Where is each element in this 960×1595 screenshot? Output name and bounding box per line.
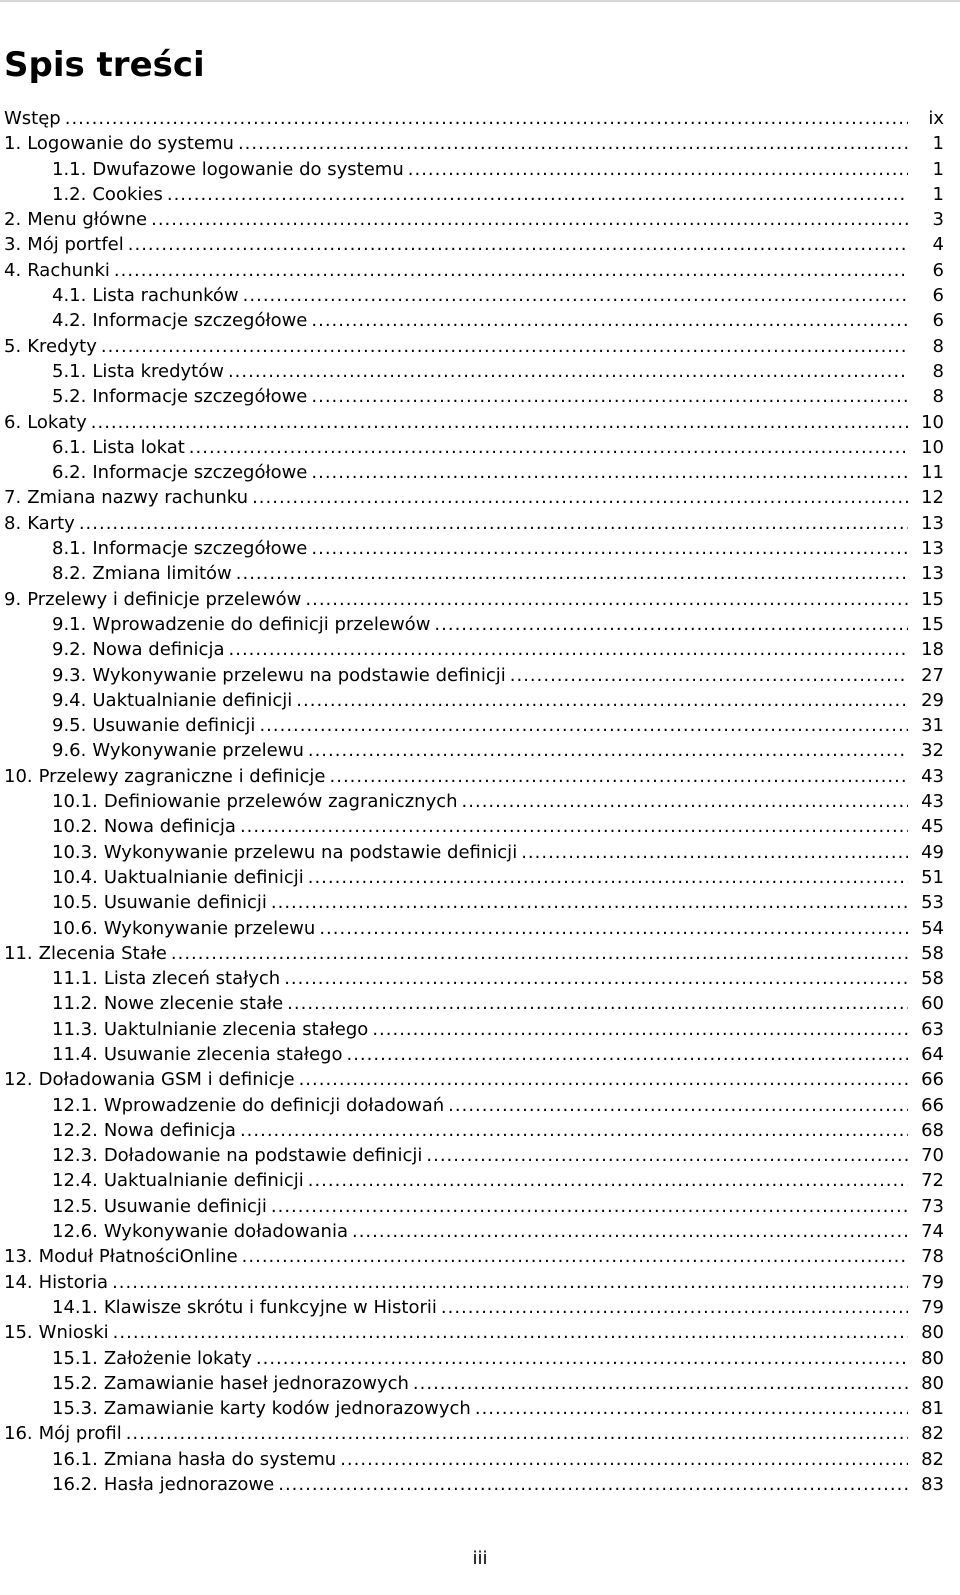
toc-entry-page: 43 — [921, 791, 944, 813]
toc-entry-page: 64 — [921, 1043, 944, 1065]
toc-dot-leader — [475, 1396, 908, 1421]
toc-dot-leader — [271, 890, 908, 915]
toc-entry-label: Wykonywanie przelewu — [103, 917, 316, 939]
toc-dot-leader — [308, 865, 908, 890]
toc-entry-number: 10.1. — [52, 791, 98, 813]
toc-entry-number: 7. — [4, 487, 22, 509]
toc-entry-label: Usuwanie zlecenia stałego — [103, 1043, 343, 1065]
toc-entry[interactable] — [4, 1067, 944, 1092]
toc-entry-number: 4.1. — [52, 285, 87, 307]
toc-entry-page: 31 — [921, 715, 944, 737]
toc-entry-page: 6 — [932, 285, 944, 307]
toc-entry[interactable] — [4, 308, 944, 333]
toc-entry-number: 16.2. — [52, 1474, 98, 1496]
toc-entry-label: Zmiana limitów — [92, 563, 232, 585]
toc-entry-number: 5. — [4, 335, 22, 357]
toc-entry-page: 78 — [921, 1246, 944, 1268]
toc-entry-page: 4 — [932, 234, 944, 256]
toc-entry[interactable] — [4, 637, 944, 662]
toc-entry-label: Usuwanie definicji — [92, 715, 256, 737]
toc-entry[interactable] — [4, 764, 944, 789]
toc-entry-label: Zmiana nazwy rachunku — [27, 487, 249, 509]
toc-entry[interactable] — [4, 1472, 944, 1497]
toc-entry-label: Zamawianie karty kodów jednorazowych — [103, 1398, 471, 1420]
toc-entry-page: 6 — [932, 310, 944, 332]
toc-dot-leader — [308, 738, 908, 763]
toc-entry-page: 1 — [932, 133, 944, 155]
toc-entry-label: Nowe zlecenie stałe — [103, 993, 284, 1015]
toc-dot-leader — [256, 1346, 908, 1371]
toc-dot-leader — [79, 511, 908, 536]
toc-entry-page: 3 — [932, 209, 944, 231]
toc-entry[interactable] — [4, 106, 944, 131]
toc-entry-number: 9.6. — [52, 740, 87, 762]
toc-dot-leader — [346, 1042, 908, 1067]
toc-entry-label: Lista zleceń stałych — [103, 968, 281, 990]
toc-entry-label: Rachunki — [27, 259, 110, 281]
toc-entry-label: Definiowanie przelewów zagranicznych — [103, 791, 458, 813]
toc-entry-number: 12.4. — [52, 1170, 98, 1192]
toc-entry-number: 2. — [4, 209, 22, 231]
toc-entry-page: 53 — [921, 892, 944, 914]
toc-entry-number: 11.1. — [52, 968, 98, 990]
toc-dot-leader — [311, 460, 908, 485]
toc-entry[interactable] — [4, 283, 944, 308]
toc-entry-page: 80 — [921, 1372, 944, 1394]
toc-entry[interactable] — [4, 991, 944, 1016]
toc-entry-label: Usuwanie definicji — [103, 892, 267, 914]
toc-entry-label: Mój profil — [38, 1423, 122, 1445]
toc-entry-page: 10 — [921, 411, 944, 433]
toc-entry-label: Zlecenia Stałe — [38, 942, 167, 964]
toc-entry[interactable] — [4, 232, 944, 257]
toc-entry[interactable] — [4, 1270, 944, 1295]
toc-entry[interactable] — [4, 1421, 944, 1446]
toc-entry-number: 10. — [4, 765, 33, 787]
toc-entry[interactable] — [4, 485, 944, 510]
toc-entry-page: 74 — [921, 1221, 944, 1243]
toc-entry[interactable] — [4, 865, 944, 890]
toc-entry-label: Wykonywanie przelewu — [92, 740, 304, 762]
toc-dot-leader — [413, 1371, 908, 1396]
toc-entry-page: 72 — [921, 1170, 944, 1192]
toc-entry-number: 9.4. — [52, 689, 87, 711]
toc-entry-page: 70 — [921, 1145, 944, 1167]
toc-dot-leader — [448, 1093, 908, 1118]
toc-entry-number: 1.2. — [52, 183, 87, 205]
toc-entry-page: 8 — [932, 386, 944, 408]
toc-entry-label: Usuwanie definicji — [103, 1195, 267, 1217]
toc-entry-page: 79 — [921, 1296, 944, 1318]
toc-entry[interactable] — [4, 435, 944, 460]
toc-entry-number: 15. — [4, 1322, 33, 1344]
toc-dot-leader — [252, 485, 908, 510]
toc-entry-label: Lista lokat — [92, 436, 185, 458]
toc-entry-label: Nowa definicja — [103, 816, 236, 838]
toc-entry-number: 12. — [4, 1069, 33, 1091]
toc-dot-leader — [311, 536, 908, 561]
toc-entry-label: Uaktulnianie zlecenia stałego — [103, 1018, 369, 1040]
toc-entry-page: 43 — [921, 765, 944, 787]
toc-entry-page: 8 — [932, 335, 944, 357]
toc-entry-page: 68 — [921, 1119, 944, 1141]
toc-entry-label: Zamawianie haseł jednorazowych — [103, 1372, 409, 1394]
toc-entry[interactable] — [4, 663, 944, 688]
toc-entry-page: 54 — [921, 917, 944, 939]
toc-entry-number: 9.3. — [52, 664, 87, 686]
toc-entry-label: Informacje szczegółowe — [92, 462, 308, 484]
toc-entry-page: 15 — [921, 613, 944, 635]
toc-entry[interactable] — [4, 410, 944, 435]
toc-entry-number: 15.2. — [52, 1372, 98, 1394]
toc-entry-page: 27 — [921, 664, 944, 686]
toc-entry-number: 14.1. — [52, 1296, 98, 1318]
toc-dot-leader — [113, 1320, 908, 1345]
toc-entry-number: 5.2. — [52, 386, 87, 408]
toc-dot-leader — [352, 1219, 908, 1244]
toc-entry-number: 1.1. — [52, 158, 87, 180]
toc-dot-leader — [319, 916, 908, 941]
toc-entry-page: 6 — [932, 259, 944, 281]
toc-entry[interactable] — [4, 1093, 944, 1118]
toc-entry[interactable] — [4, 1168, 944, 1193]
toc-dot-leader — [243, 283, 908, 308]
toc-entry-page: 60 — [921, 993, 944, 1015]
toc-entry-label: Klawisze skrótu i funkcyjne w Historii — [103, 1296, 437, 1318]
toc-entry-page: 63 — [921, 1018, 944, 1040]
toc-entry-number: 11.2. — [52, 993, 98, 1015]
toc-dot-leader — [128, 232, 908, 257]
toc-entry-label: Nowa definicja — [92, 639, 225, 661]
toc-entry-page: 79 — [921, 1271, 944, 1293]
toc-entry[interactable] — [4, 258, 944, 283]
toc-entry-label: Założenie lokaty — [103, 1347, 252, 1369]
toc-entry-number: 9.2. — [52, 639, 87, 661]
toc-entry-page: 1 — [932, 183, 944, 205]
toc-entry-page: 82 — [921, 1423, 944, 1445]
toc-entry-page: 58 — [921, 942, 944, 964]
toc-entry-number: 14. — [4, 1271, 33, 1293]
toc-dot-leader — [308, 1168, 908, 1193]
toc-entry-page: 11 — [921, 462, 944, 484]
toc-entry[interactable] — [4, 1143, 944, 1168]
toc-dot-leader — [330, 764, 908, 789]
toc-entry-label: Logowanie do systemu — [27, 133, 234, 155]
toc-entry[interactable] — [4, 359, 944, 384]
toc-entry[interactable] — [4, 536, 944, 561]
toc-entry-number: 15.3. — [52, 1398, 98, 1420]
toc-entry-label: Uaktualnianie definicji — [103, 1170, 304, 1192]
toc-dot-leader — [167, 182, 908, 207]
toc-entry-label: Lista rachunków — [92, 285, 239, 307]
toc-entry-label: Lista kredytów — [92, 360, 224, 382]
toc-entry[interactable] — [4, 207, 944, 232]
toc-entry-label: Wstęp — [4, 108, 61, 129]
toc-dot-leader — [521, 840, 908, 865]
toc-entry[interactable] — [4, 131, 944, 156]
toc-dot-leader — [287, 991, 908, 1016]
toc-entry-number: 12.1. — [52, 1094, 98, 1116]
toc-entry-label: Informacje szczegółowe — [92, 310, 308, 332]
toc-entry-number: 10.6. — [52, 917, 98, 939]
toc-entry[interactable] — [4, 1295, 944, 1320]
toc-entry-number: 10.4. — [52, 866, 98, 888]
toc-entry-page: 13 — [921, 563, 944, 585]
toc-entry-label: Doładowanie na podstawie definicji — [103, 1145, 423, 1167]
toc-dot-leader — [240, 1118, 908, 1143]
toc-entry[interactable] — [4, 966, 944, 991]
toc-entry-label: Nowa definicja — [103, 1119, 236, 1141]
toc-entry[interactable] — [4, 814, 944, 839]
toc-dot-leader — [372, 1017, 908, 1042]
toc-entry-number: 9.5. — [52, 715, 87, 737]
toc-entry-page: 15 — [921, 588, 944, 610]
toc-dot-leader — [426, 1143, 908, 1168]
toc-entry-number: 6.1. — [52, 436, 87, 458]
toc-entry[interactable] — [4, 182, 944, 207]
toc-dot-leader — [151, 207, 908, 232]
toc-entry-label: Informacje szczegółowe — [92, 538, 308, 560]
toc-dot-leader — [65, 106, 908, 131]
toc-entry-page: 49 — [921, 841, 944, 863]
toc-dot-leader — [311, 308, 908, 333]
toc-entry[interactable] — [4, 1371, 944, 1396]
toc-entry-label: Informacje szczegółowe — [92, 386, 308, 408]
toc-entry-page: 66 — [921, 1094, 944, 1116]
toc-entry-page: 1 — [932, 158, 944, 180]
toc-entry-page: 12 — [921, 487, 944, 509]
toc-entry-label: Przelewy zagraniczne i definicje — [38, 765, 326, 787]
toc-dot-leader — [91, 410, 908, 435]
page-number: iii — [472, 1548, 488, 1569]
toc-dot-leader — [228, 359, 908, 384]
toc-entry[interactable] — [4, 840, 944, 865]
toc-dot-leader — [296, 688, 908, 713]
toc-entry-label: Wykonywanie przelewu na podstawie definicji — [103, 841, 518, 863]
toc-entry[interactable] — [4, 334, 944, 359]
toc-entry-page: 82 — [921, 1448, 944, 1470]
toc-entry-page: 8 — [932, 360, 944, 382]
toc-entry[interactable] — [4, 612, 944, 637]
toc-entry-label: Cookies — [92, 183, 163, 205]
toc-entry[interactable] — [4, 1194, 944, 1219]
toc-entry-label: Uaktualnianie definicji — [103, 866, 304, 888]
toc-dot-leader — [101, 334, 908, 359]
toc-entry-page: 18 — [921, 639, 944, 661]
toc-dot-leader — [299, 1067, 908, 1092]
toc-entry-page: 66 — [921, 1069, 944, 1091]
toc-entry-page: 32 — [921, 740, 944, 762]
toc-dot-leader — [259, 713, 908, 738]
toc-entry[interactable] — [4, 587, 944, 612]
toc-dot-leader — [408, 157, 908, 182]
toc-entry[interactable] — [4, 1320, 944, 1345]
toc-entry-label: Uaktualnianie definicji — [92, 689, 293, 711]
toc-dot-leader — [340, 1447, 908, 1472]
toc-entry-page: 80 — [921, 1347, 944, 1369]
toc-entry[interactable] — [4, 941, 944, 966]
toc-entry[interactable] — [4, 713, 944, 738]
toc-entry-number: 12.2. — [52, 1119, 98, 1141]
toc-entry[interactable] — [4, 1118, 944, 1143]
table-of-contents — [4, 106, 944, 1497]
toc-entry[interactable] — [4, 460, 944, 485]
toc-entry[interactable] — [4, 890, 944, 915]
toc-entry-number: 9. — [4, 588, 22, 610]
toc-entry-number: 10.3. — [52, 841, 98, 863]
toc-dot-leader — [284, 966, 908, 991]
toc-entry-number: 5.1. — [52, 360, 87, 382]
toc-dot-leader — [189, 435, 908, 460]
toc-entry-page: ix — [928, 108, 944, 129]
toc-entry-number: 3. — [4, 234, 22, 256]
toc-entry-number: 8.2. — [52, 563, 87, 585]
toc-entry[interactable] — [4, 1346, 944, 1371]
toc-entry-number: 15.1. — [52, 1347, 98, 1369]
toc-entry-page: 10 — [921, 436, 944, 458]
toc-entry-number: 6. — [4, 411, 22, 433]
toc-entry-number: 9.1. — [52, 613, 87, 635]
toc-dot-leader — [278, 1472, 908, 1497]
toc-entry[interactable] — [4, 157, 944, 182]
toc-entry[interactable] — [4, 1447, 944, 1472]
toc-entry-page: 13 — [921, 512, 944, 534]
toc-entry-label: Wnioski — [38, 1322, 109, 1344]
toc-entry[interactable] — [4, 1042, 944, 1067]
toc-entry-label: Wprowadzenie do definicji przelewów — [92, 613, 431, 635]
toc-entry-label: Kredyty — [27, 335, 97, 357]
toc-entry-number: 8.1. — [52, 538, 87, 560]
toc-entry-page: 73 — [921, 1195, 944, 1217]
toc-dot-leader — [112, 1270, 908, 1295]
toc-entry-page: 51 — [921, 866, 944, 888]
toc-entry-label: Wprowadzenie do definicji doładowań — [103, 1094, 445, 1116]
toc-dot-leader — [434, 612, 908, 637]
toc-dot-leader — [236, 561, 908, 586]
toc-dot-leader — [242, 1244, 908, 1269]
toc-entry-number: 12.3. — [52, 1145, 98, 1167]
toc-entry-number: 16. — [4, 1423, 33, 1445]
toc-entry[interactable] — [4, 1244, 944, 1269]
toc-entry-number: 16.1. — [52, 1448, 98, 1470]
toc-entry[interactable] — [4, 511, 944, 536]
toc-entry-number: 12.6. — [52, 1221, 98, 1243]
toc-dot-leader — [462, 789, 908, 814]
toc-entry[interactable] — [4, 688, 944, 713]
toc-entry-label: Historia — [38, 1271, 109, 1293]
toc-dot-leader — [114, 258, 908, 283]
toc-entry-page: 45 — [921, 816, 944, 838]
toc-entry-number: 4. — [4, 259, 22, 281]
toc-entry-page: 80 — [921, 1322, 944, 1344]
toc-entry-label: Doładowania GSM i definicje — [38, 1069, 295, 1091]
toc-entry[interactable] — [4, 1017, 944, 1042]
toc-entry-page: 13 — [921, 538, 944, 560]
toc-entry-number: 11.4. — [52, 1043, 98, 1065]
toc-entry-number: 11.3. — [52, 1018, 98, 1040]
toc-entry-label: Zmiana hasła do systemu — [103, 1448, 337, 1470]
toc-entry[interactable] — [4, 738, 944, 763]
page-title: Spis treści — [4, 45, 205, 85]
toc-entry[interactable] — [4, 561, 944, 586]
toc-dot-leader — [441, 1295, 908, 1320]
toc-entry-page: 81 — [921, 1398, 944, 1420]
toc-entry-label: Dwufazowe logowanie do systemu — [92, 158, 404, 180]
toc-entry-number: 13. — [4, 1246, 33, 1268]
toc-entry-number: 12.5. — [52, 1195, 98, 1217]
toc-entry-label: Moduł PłatnościOnline — [38, 1246, 238, 1268]
toc-entry-number: 10.5. — [52, 892, 98, 914]
toc-entry-label: Karty — [27, 512, 75, 534]
toc-entry-number: 10.2. — [52, 816, 98, 838]
toc-dot-leader — [171, 941, 908, 966]
toc-entry-page: 29 — [921, 689, 944, 711]
toc-entry-label: Wykonywanie przelewu na podstawie definicji — [92, 664, 506, 686]
toc-dot-leader — [238, 131, 908, 156]
toc-dot-leader — [510, 663, 908, 688]
page-top-border — [0, 0, 960, 2]
toc-dot-leader — [311, 384, 908, 409]
toc-entry-page: 83 — [921, 1474, 944, 1496]
toc-entry-number: 1. — [4, 133, 22, 155]
toc-entry[interactable] — [4, 789, 944, 814]
toc-entry[interactable] — [4, 1396, 944, 1421]
toc-entry-label: Mój portfel — [27, 234, 124, 256]
toc-dot-leader — [305, 587, 908, 612]
toc-entry-label: Lokaty — [27, 411, 87, 433]
toc-entry-number: 4.2. — [52, 310, 87, 332]
toc-entry-page: 58 — [921, 968, 944, 990]
toc-entry[interactable] — [4, 916, 944, 941]
toc-entry[interactable] — [4, 1219, 944, 1244]
toc-entry-label: Hasła jednorazowe — [103, 1474, 275, 1496]
toc-entry-label: Przelewy i definicje przelewów — [27, 588, 302, 610]
toc-dot-leader — [240, 814, 908, 839]
toc-entry-label: Menu główne — [27, 209, 148, 231]
toc-dot-leader — [126, 1421, 908, 1446]
toc-dot-leader — [229, 637, 909, 662]
toc-dot-leader — [271, 1194, 908, 1219]
toc-entry[interactable] — [4, 384, 944, 409]
toc-entry-number: 11. — [4, 942, 33, 964]
toc-entry-number: 8. — [4, 512, 22, 534]
toc-entry-number: 6.2. — [52, 462, 87, 484]
toc-entry-label: Wykonywanie doładowania — [103, 1221, 348, 1243]
